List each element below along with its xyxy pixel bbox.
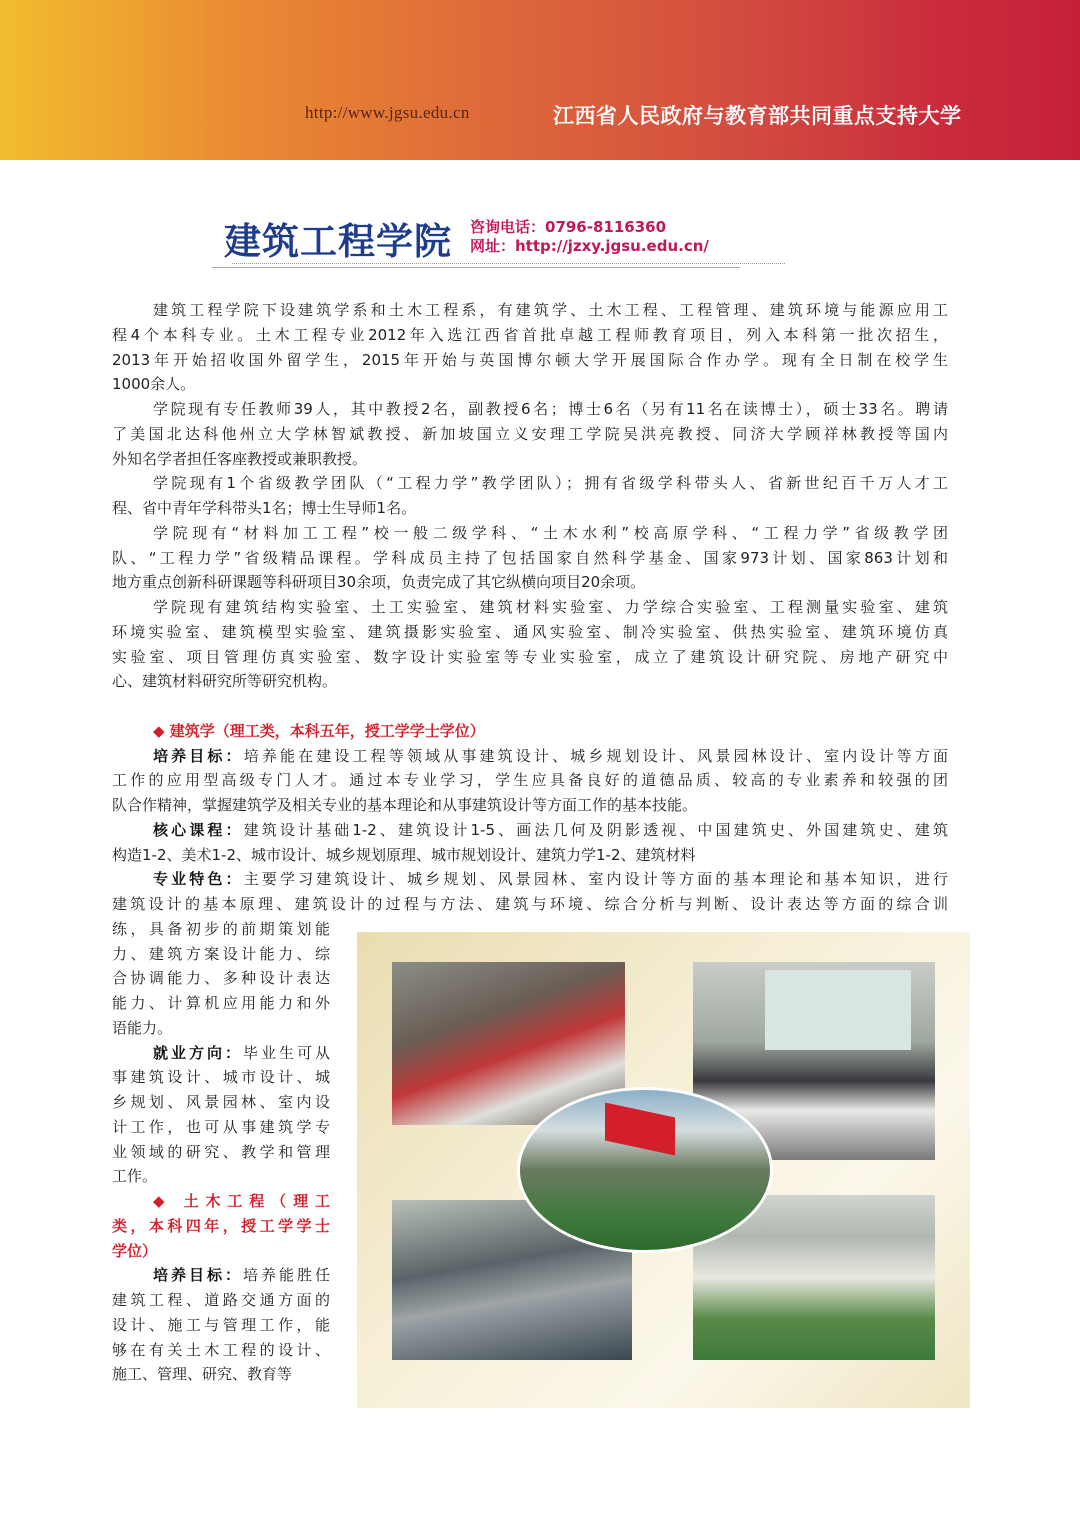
paragraph-line [112, 570, 948, 595]
paragraph-line [112, 521, 948, 546]
paragraph-line [112, 323, 948, 348]
spacer [112, 694, 948, 719]
line-text: 业领域的研究、教学和管理 [112, 1142, 330, 1161]
section-line [112, 768, 948, 793]
college-website: 网址：http://jzxy.jgsu.edu.cn/ [470, 237, 709, 255]
section-label: 就业方向： [153, 1043, 243, 1062]
section-label: 培养目标： [153, 746, 244, 765]
line-text: 设计、施工与管理工作，能 [112, 1315, 330, 1334]
section-line [112, 1140, 330, 1165]
section-line [112, 942, 330, 967]
section-line [112, 793, 948, 818]
line-text: 能力、计算机应用能力和外 [112, 994, 330, 1012]
line-text: 了美国北达科他州立大学林智斌教授、新加坡国立义安理工学院吴洪亮教授、同济大学顾祥林教授等国内 [112, 424, 948, 443]
section-line [112, 1065, 330, 1090]
line-text: 毕业生可从 [242, 1043, 330, 1062]
paragraph-line [112, 620, 948, 645]
section-line [112, 1041, 330, 1066]
section-line [112, 1263, 330, 1288]
line-text: 合协调能力、多种设计表达 [112, 969, 330, 988]
line-text: 工作。 [112, 1167, 158, 1186]
paragraph-line [112, 471, 948, 496]
college-contact [470, 218, 709, 256]
paragraph-line [112, 298, 948, 323]
paragraph-line [112, 546, 948, 571]
paragraph-line [112, 372, 948, 397]
line-text: 工作的应用型高级专门人才。通过本专业学习，学生应具备良好的道德品质、较高的专业素养和较强的团 [112, 771, 948, 790]
line-text: 计工作，也可从事建筑学专 [112, 1117, 330, 1136]
section-line [112, 966, 330, 991]
section-line [112, 1338, 330, 1363]
photo-collage [357, 932, 970, 1408]
line-text: 建筑设计的基本原理、建筑设计的过程与方法、建筑与环境、综合分析与判断、设计表达等方面的综合训 [112, 895, 948, 913]
line-text: 建筑设计基础1-2、建筑设计1-5、画法几何及阴影透视、中国建筑史、外国建筑史、建筑 [243, 820, 948, 839]
major-heading [112, 1239, 330, 1264]
dotted-divider [232, 263, 785, 264]
section-line [112, 991, 330, 1016]
paragraph-line [112, 348, 948, 373]
header-banner [0, 0, 1080, 160]
line-text: 程、省中青年学科带头1名；博士生导师1名。 [112, 499, 417, 517]
line-text: 实验室、项目管理仿真实验室、数字设计实验室等专业实验室，成立了建筑设计研究院、房地产研究中 [112, 647, 948, 666]
paragraph-line [112, 645, 948, 670]
line-text: 培养能在建设工程等领域从事建筑设计、城乡规划设计、风景园林设计、室内设计等方面 [243, 746, 948, 765]
section-line [112, 1313, 330, 1338]
line-text: 构造1-2、美术1-2、城市设计、城乡规划原理、城市规划设计、建筑力学1-2、建筑材料 [112, 845, 696, 864]
line-text: 练，具备初步的前期策划能 [112, 919, 330, 938]
line-text: 主要学习建筑设计、城乡规划、风景园林、室内设计等方面的基本理论和基本知识，进行 [243, 870, 948, 889]
red-flag [605, 1103, 675, 1156]
section-label: 专业特色： [153, 870, 244, 889]
line-text: 队、“工程力学”省级精品课程。学科成员主持了包括国家自然科学基金、国家973计划、国家863计划和 [112, 548, 948, 567]
line-text: 学位） [112, 1241, 158, 1260]
line-text: 2013年开始招收国外留学生，2015年开始与英国博尔顿大学开展国际合作办学。现有全日制在校学生 [112, 350, 948, 369]
line-text: 学院现有专任教师39人，其中教授2名，副教授6名；博士6名（另有11名在读博士），硕士33名。聘请 [153, 400, 948, 418]
line-text: 力、建筑方案设计能力、综 [112, 944, 330, 963]
paragraph-line [112, 496, 948, 521]
line-text: 学院现有建筑结构实验室、土工实验室、建筑材料实验室、力学综合实验室、工程测量实验室、建筑 [153, 598, 948, 616]
paragraph-line [112, 422, 948, 447]
line-text: 语能力。 [112, 1018, 173, 1037]
line-text: 够在有关土木工程的设计、 [112, 1340, 330, 1359]
line-text: 建筑工程学院下设建筑学系和土木工程系，有建筑学、土木工程、工程管理、建筑环境与能源应用工 [153, 301, 948, 319]
section-line [112, 843, 948, 868]
paragraph-line [112, 669, 948, 694]
photo-team-flag [520, 1090, 770, 1250]
line-text: 事建筑设计、城市设计、城 [112, 1068, 330, 1087]
line-text: 地方重点创新科研课题等科研项目30余项，负责完成了其它纵横向项目20余项。 [112, 573, 646, 592]
section-line [112, 867, 948, 892]
line-text: ◆ 建筑学（理工类，本科五年，授工学学士学位） [153, 721, 485, 740]
paragraph-line [112, 447, 948, 472]
phone-number: 咨询电话：0796-8116360 [470, 218, 667, 236]
section-line [112, 892, 948, 917]
major-heading [112, 1189, 330, 1214]
line-text: 队合作精神，掌握建筑学及相关专业的基本理论和从事建筑设计等方面工作的基本技能。 [112, 796, 698, 814]
section-line [112, 1164, 330, 1189]
paragraph-line [112, 595, 948, 620]
line-text: 培养能胜任 [242, 1266, 330, 1285]
line-text: 类，本科四年，授工学学士 [112, 1216, 330, 1235]
university-slogan: 江西省人民政府与教育部共同重点支持大学 [553, 104, 962, 128]
line-text: 学院现有“材料加工工程”校一般二级学科、“土木水利”校高原学科、“工程力学”省级教学团 [153, 523, 948, 542]
line-text: 环境实验室、建筑模型实验室、建筑摄影实验室、通风实验室、制冷实验室、供热实验室、建筑环境仿真 [112, 622, 948, 641]
line-text: 外知名学者担任客座教授或兼职教授。 [112, 449, 368, 468]
university-url: http://www.jgsu.edu.cn [305, 103, 470, 122]
line-text: 施工、管理、研究、教育等 [112, 1365, 293, 1384]
section-line [112, 1115, 330, 1140]
section-label: 核心课程： [153, 820, 244, 839]
line-text: ◆ 土木工程（理工 [153, 1192, 330, 1210]
line-text: 乡规划、风景园林、室内设 [112, 1093, 330, 1111]
line-text: 程4个本科专业。土木工程专业2012年入选江西省首批卓越工程师教育项目，列入本科第一批次招生， [112, 325, 948, 344]
section-line [112, 1090, 330, 1115]
section-line [112, 1362, 330, 1387]
section-line [112, 744, 948, 769]
college-title: 建筑工程学院 [224, 220, 452, 263]
line-text: 学院现有1个省级教学团队（“工程力学”教学团队）；拥有省级学科带头人、省新世纪百千万人才工 [153, 474, 948, 493]
section-line [112, 818, 948, 843]
section-line [112, 917, 330, 942]
projection-screen [765, 970, 911, 1050]
line-text: 心、建筑材料研究所等研究机构。 [112, 672, 338, 691]
section-line [112, 1016, 330, 1041]
line-text: 1000余人。 [112, 375, 196, 394]
major-heading [112, 719, 948, 744]
title-divider [212, 267, 740, 268]
paragraph-line [112, 397, 948, 422]
line-text: 建筑工程、道路交通方面的 [112, 1291, 330, 1309]
section-line [112, 1288, 330, 1313]
major-heading [112, 1214, 330, 1239]
section-label: 培养目标： [153, 1266, 243, 1285]
